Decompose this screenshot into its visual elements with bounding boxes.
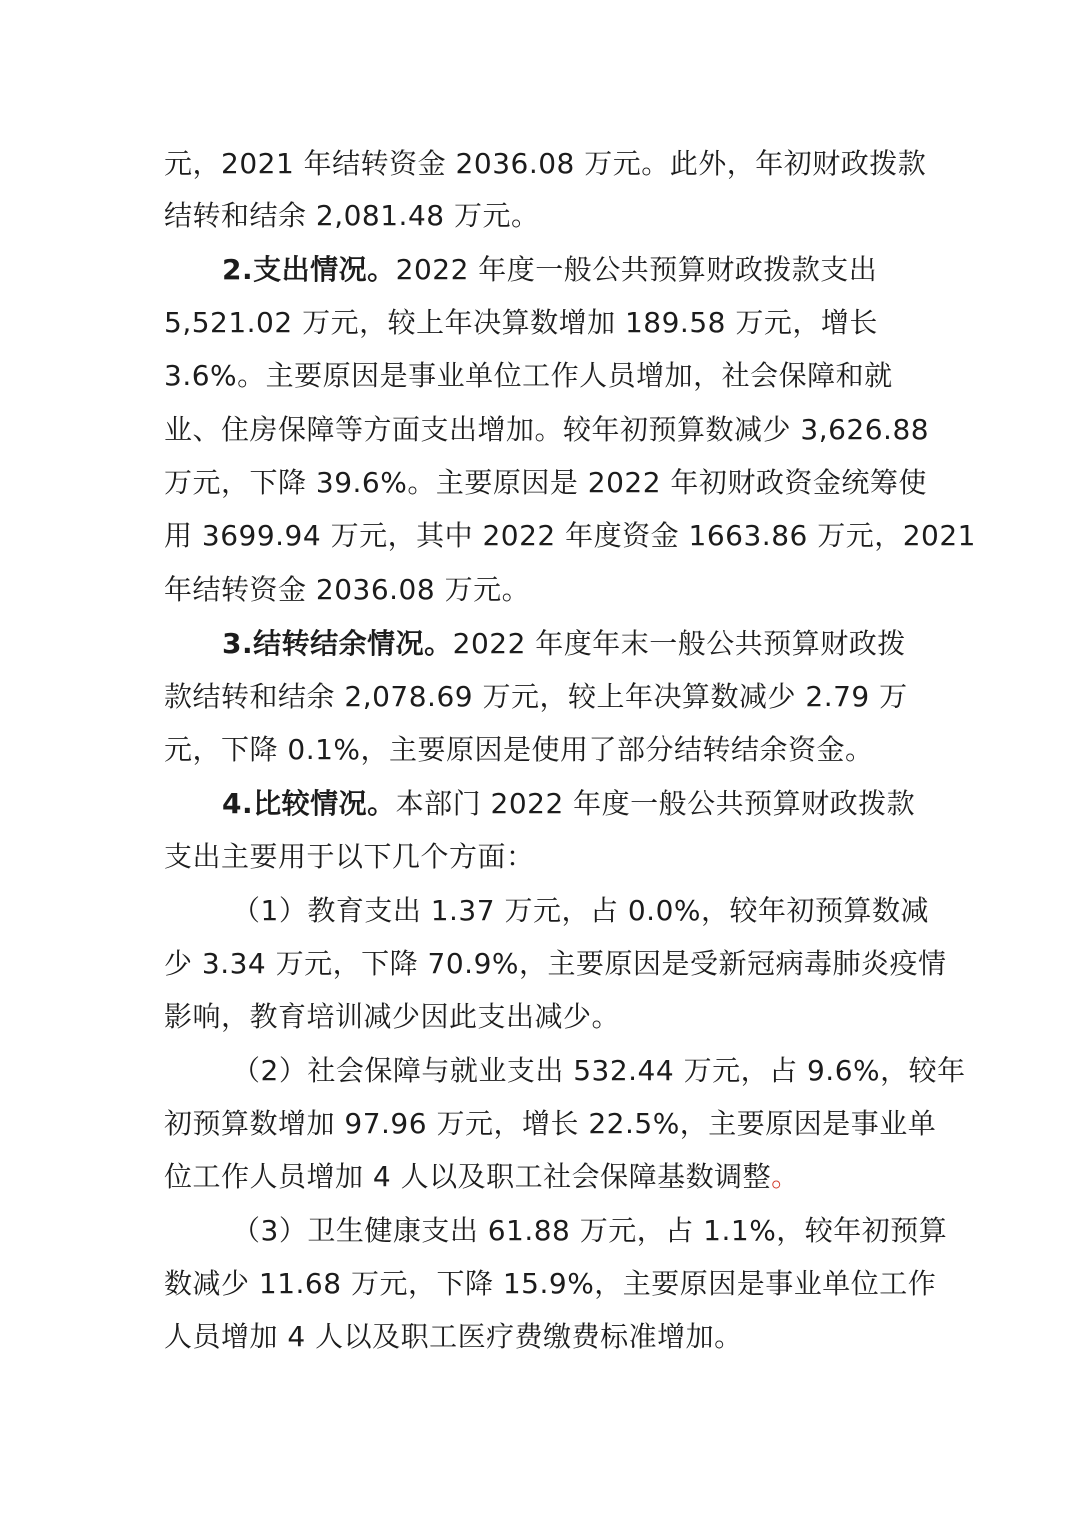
paragraph-line: 万元，下降 39.6%。主要原因是 2022 年初财政资金统筹使	[164, 466, 927, 499]
section-heading-comparison: 4.比较情况。	[222, 787, 396, 820]
paragraph-line: 元，2021 年结转资金 2036.08 万元。此外，年初财政拨款	[164, 147, 927, 180]
paragraph-first-line	[222, 786, 915, 822]
paragraph-text: 2022 年度年末一般公共预算财政拨	[452, 627, 906, 660]
paragraph-line: 结转和结余 2,081.48 万元。	[164, 199, 540, 232]
paragraph-first-line	[222, 626, 906, 662]
red-period-mark: 。	[771, 1160, 800, 1193]
paragraph-line: 支出主要用于以下几个方面：	[164, 840, 535, 873]
paragraph-line: 3.6%。主要原因是事业单位工作人员增加，社会保障和就	[164, 359, 893, 392]
paragraph-line: 影响，教育培训减少因此支出减少。	[164, 1000, 621, 1033]
list-item-first-line: （1）教育支出 1.37 万元，占 0.0%，较年初预算数减	[232, 894, 929, 927]
section-heading-expenditure: 2.支出情况。	[222, 253, 396, 286]
paragraph-text: 2022 年度一般公共预算财政拨款支出	[395, 253, 878, 286]
paragraph-line: 用 3699.94 万元，其中 2022 年度资金 1663.86 万元，2021	[164, 519, 976, 552]
section-heading-carryover: 3.结转结余情况。	[222, 627, 453, 660]
paragraph-line: 人员增加 4 人以及职工医疗费缴费标准增加。	[164, 1320, 743, 1353]
paragraph-line: 业、住房保障等方面支出增加。较年初预算数减少 3,626.88	[164, 413, 930, 446]
paragraph-text: 位工作人员增加 4 人以及职工社会保障基数调整	[164, 1160, 772, 1193]
paragraph-line: 少 3.34 万元，下降 70.9%，主要原因是受新冠病毒肺炎疫情	[164, 947, 947, 980]
paragraph-line	[164, 1159, 800, 1195]
paragraph-text: 本部门 2022 年度一般公共预算财政拨款	[395, 787, 916, 820]
paragraph-line: 款结转和结余 2,078.69 万元，较上年决算数减少 2.79 万	[164, 680, 908, 713]
list-item-first-line: （2）社会保障与就业支出 532.44 万元，占 9.6%，较年	[232, 1054, 966, 1087]
paragraph-line: 年结转资金 2036.08 万元。	[164, 573, 531, 606]
paragraph-line: 元，下降 0.1%，主要原因是使用了部分结转结余资金。	[164, 733, 874, 766]
paragraph-line: 数减少 11.68 万元，下降 15.9%，主要原因是事业单位工作	[164, 1267, 937, 1300]
paragraph-line: 初预算数增加 97.96 万元，增长 22.5%，主要原因是事业单	[164, 1107, 937, 1140]
paragraph-first-line	[222, 252, 877, 288]
paragraph-line: 5,521.02 万元，较上年决算数增加 189.58 万元，增长	[164, 306, 878, 339]
list-item-first-line: （3）卫生健康支出 61.88 万元，占 1.1%，较年初预算	[232, 1214, 948, 1247]
